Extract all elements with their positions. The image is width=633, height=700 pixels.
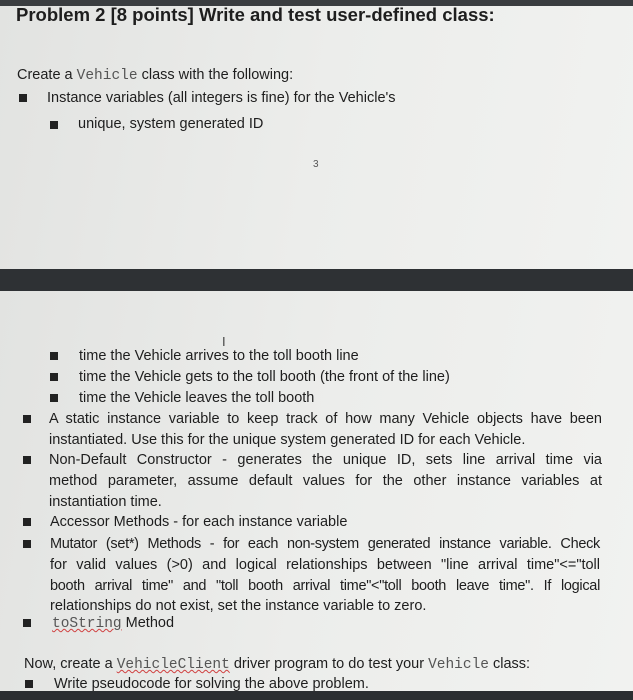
list-item: Accessor Methods - for each instance variable [50, 514, 348, 530]
text-cursor-icon: I [222, 334, 226, 349]
list-item-line: relationships do not exist, set the instance variable to zero. [50, 598, 427, 614]
bullet-icon [23, 540, 31, 548]
bullet-icon [50, 394, 58, 402]
bullet-icon [50, 121, 58, 129]
list-item: unique, system generated ID [78, 116, 264, 132]
list-item-line: A static instance variable to keep track of how many Vehicle objects have been [49, 411, 602, 427]
list-item: toString Method [52, 615, 175, 632]
list-item-line: instantiated. Use this for the unique system generated ID for each Vehicle. [49, 432, 526, 448]
list-item-line: Mutator (set*) Methods - for each non-system generated instance variable. Check [50, 536, 600, 552]
driver-line: Now, create a VehicleClient driver program to do test your Vehicle class: [24, 656, 531, 673]
page-number: 3 [313, 159, 319, 170]
list-item: time the Vehicle leaves the toll booth [79, 390, 315, 406]
problem-title: Problem 2 [8 points] Write and test user-defined class: [16, 4, 495, 25]
bullet-icon [25, 680, 33, 688]
list-item-line: booth arrival time" and "toll booth arrival time"<"toll booth leave time". If logical [50, 578, 600, 594]
list-item: time the Vehicle gets to the toll booth (the front of the line) [79, 369, 450, 385]
list-item-line: instantiation time. [49, 494, 162, 510]
list-item-line: Non-Default Constructor - generates the unique ID, sets line arrival time via [49, 452, 602, 468]
bullet-icon [19, 94, 27, 102]
intro-line: Create a Vehicle class with the following: [17, 67, 294, 84]
list-item-line: method parameter, assume default values for the other instance variables at [49, 473, 602, 489]
list-item: Write pseudocode for solving the above problem. [54, 676, 369, 692]
bullet-icon [23, 415, 31, 423]
document-page-3 [0, 6, 633, 269]
bullet-icon [23, 619, 31, 627]
bullet-icon [50, 373, 58, 381]
list-item: Instance variables (all integers is fine) for the Vehicle's [47, 90, 396, 106]
bullet-icon [23, 456, 31, 464]
page-separator [0, 269, 633, 291]
bullet-icon [23, 518, 31, 526]
list-item-line: for valid values (>0) and logical relationships between "line arrival time"<="toll [50, 557, 600, 573]
bullet-icon [50, 352, 58, 360]
list-item: time the Vehicle arrives to the toll booth line [79, 348, 359, 364]
